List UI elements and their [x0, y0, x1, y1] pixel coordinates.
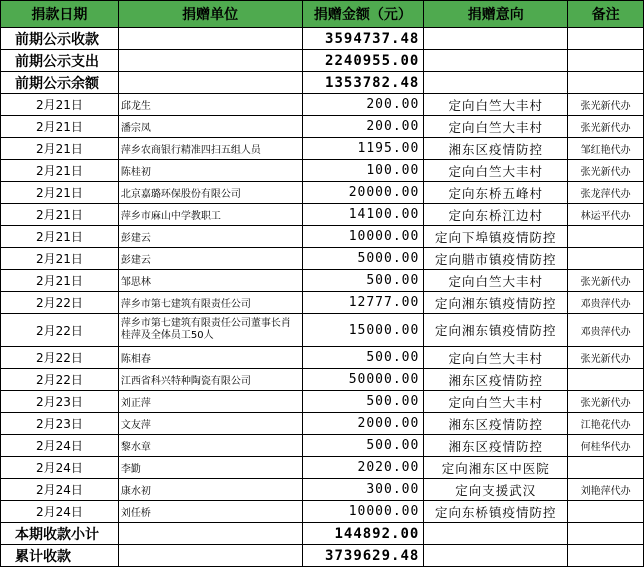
- note-cell: 张光新代办: [568, 160, 644, 182]
- amount-cell: 2020.00: [302, 457, 424, 479]
- note-cell: 邹红艳代办: [568, 138, 644, 160]
- unit-cell: 萍乡市麻山中学教职工: [118, 204, 302, 226]
- note-cell: [568, 457, 644, 479]
- summary-empty: [568, 545, 644, 567]
- table-row: [1, 226, 644, 248]
- table-row: [1, 369, 644, 391]
- summary-label: 前期公示支出: [1, 50, 119, 72]
- date-cell: 2月21日: [1, 182, 119, 204]
- amount-cell: 15000.00: [302, 314, 424, 347]
- note-cell: 何桂华代办: [568, 435, 644, 457]
- note-cell: 张光新代办: [568, 94, 644, 116]
- note-cell: 邓贵萍代办: [568, 292, 644, 314]
- date-cell: 2月21日: [1, 226, 119, 248]
- intent-cell: 定向湘东区中医院: [424, 457, 568, 479]
- note-cell: [568, 501, 644, 523]
- table-row: [1, 347, 644, 369]
- summary-row: [1, 72, 644, 94]
- table-row: [1, 314, 644, 347]
- note-cell: 张光新代办: [568, 391, 644, 413]
- unit-cell: 萍乡市第七建筑有限责任公司: [118, 292, 302, 314]
- amount-cell: 20000.00: [302, 182, 424, 204]
- amount-cell: 300.00: [302, 479, 424, 501]
- header-unit: 捐赠单位: [118, 1, 302, 28]
- summary-empty: [424, 50, 568, 72]
- unit-cell: 刘任桥: [118, 501, 302, 523]
- intent-cell: 定向东桥五峰村: [424, 182, 568, 204]
- summary-empty: [118, 72, 302, 94]
- summary-empty: [424, 523, 568, 545]
- unit-cell: 江西省科兴特种陶瓷有限公司: [118, 369, 302, 391]
- amount-cell: 100.00: [302, 160, 424, 182]
- date-cell: 2月23日: [1, 413, 119, 435]
- amount-cell: 500.00: [302, 391, 424, 413]
- date-cell: 2月21日: [1, 94, 119, 116]
- summary-empty: [568, 50, 644, 72]
- date-cell: 2月24日: [1, 457, 119, 479]
- summary-row: [1, 28, 644, 50]
- table-row: [1, 292, 644, 314]
- unit-cell: 潘宗凤: [118, 116, 302, 138]
- table-row: [1, 391, 644, 413]
- summary-empty: [568, 523, 644, 545]
- amount-cell: 14100.00: [302, 204, 424, 226]
- note-cell: [568, 369, 644, 391]
- unit-cell: 刘正萍: [118, 391, 302, 413]
- unit-cell: 萍乡市第七建筑有限责任公司董事长肖桂萍及全体员工50人: [118, 314, 302, 347]
- intent-cell: 定向支援武汉: [424, 479, 568, 501]
- date-cell: 2月24日: [1, 435, 119, 457]
- amount-cell: 500.00: [302, 270, 424, 292]
- summary-empty: [118, 28, 302, 50]
- unit-cell: 彭建云: [118, 226, 302, 248]
- date-cell: 2月22日: [1, 314, 119, 347]
- table-row: [1, 413, 644, 435]
- date-cell: 2月21日: [1, 138, 119, 160]
- amount-cell: 10000.00: [302, 226, 424, 248]
- summary-empty: [118, 545, 302, 567]
- date-cell: 2月23日: [1, 391, 119, 413]
- table-row: [1, 248, 644, 270]
- date-cell: 2月21日: [1, 160, 119, 182]
- amount-cell: 50000.00: [302, 369, 424, 391]
- note-cell: 林运平代办: [568, 204, 644, 226]
- summary-amount: 3594737.48: [302, 28, 424, 50]
- amount-cell: 12777.00: [302, 292, 424, 314]
- table-row: [1, 457, 644, 479]
- date-cell: 2月22日: [1, 292, 119, 314]
- table-row: [1, 160, 644, 182]
- unit-cell: 邱龙生: [118, 94, 302, 116]
- unit-cell: 邹思林: [118, 270, 302, 292]
- amount-cell: 200.00: [302, 94, 424, 116]
- table-row: [1, 182, 644, 204]
- intent-cell: 湘东区疫情防控: [424, 138, 568, 160]
- table-row: [1, 94, 644, 116]
- unit-cell: 陈桂初: [118, 160, 302, 182]
- unit-cell: 陈相春: [118, 347, 302, 369]
- summary-row: [1, 523, 644, 545]
- header-intent: 捐赠意向: [424, 1, 568, 28]
- intent-cell: 定向白竺大丰村: [424, 347, 568, 369]
- note-cell: 刘艳萍代办: [568, 479, 644, 501]
- summary-amount: 1353782.48: [302, 72, 424, 94]
- table-row: [1, 116, 644, 138]
- note-cell: 张龙萍代办: [568, 182, 644, 204]
- intent-cell: 定向白竺大丰村: [424, 160, 568, 182]
- table-body: [1, 28, 644, 567]
- amount-cell: 200.00: [302, 116, 424, 138]
- date-cell: 2月22日: [1, 369, 119, 391]
- note-cell: 邓贵萍代办: [568, 314, 644, 347]
- note-cell: [568, 248, 644, 270]
- header-row: [1, 1, 644, 28]
- intent-cell: 定向腊市镇疫情防控: [424, 248, 568, 270]
- summary-label: 本期收款小计: [1, 523, 119, 545]
- note-cell: 张光新代办: [568, 270, 644, 292]
- intent-cell: 湘东区疫情防控: [424, 413, 568, 435]
- date-cell: 2月24日: [1, 501, 119, 523]
- intent-cell: 定向下埠镇疫情防控: [424, 226, 568, 248]
- summary-amount: 3739629.48: [302, 545, 424, 567]
- intent-cell: 定向白竺大丰村: [424, 270, 568, 292]
- table-row: [1, 435, 644, 457]
- intent-cell: 定向白竺大丰村: [424, 116, 568, 138]
- summary-row: [1, 545, 644, 567]
- intent-cell: 定向东桥江边村: [424, 204, 568, 226]
- amount-cell: 5000.00: [302, 248, 424, 270]
- amount-cell: 1195.00: [302, 138, 424, 160]
- summary-amount: 2240955.00: [302, 50, 424, 72]
- intent-cell: 定向东桥镇疫情防控: [424, 501, 568, 523]
- intent-cell: 定向白竺大丰村: [424, 94, 568, 116]
- summary-empty: [424, 545, 568, 567]
- unit-cell: 康水初: [118, 479, 302, 501]
- unit-cell: 北京嘉璐环保股份有限公司: [118, 182, 302, 204]
- note-cell: 张光新代办: [568, 347, 644, 369]
- intent-cell: 定向湘东镇疫情防控: [424, 292, 568, 314]
- unit-cell: 文友萍: [118, 413, 302, 435]
- intent-cell: 湘东区疫情防控: [424, 369, 568, 391]
- summary-label: 累计收款: [1, 545, 119, 567]
- summary-empty: [424, 28, 568, 50]
- amount-cell: 10000.00: [302, 501, 424, 523]
- date-cell: 2月21日: [1, 116, 119, 138]
- table-row: [1, 270, 644, 292]
- unit-cell: 彭建云: [118, 248, 302, 270]
- date-cell: 2月21日: [1, 204, 119, 226]
- summary-amount: 144892.00: [302, 523, 424, 545]
- note-cell: 江艳花代办: [568, 413, 644, 435]
- amount-cell: 2000.00: [302, 413, 424, 435]
- summary-empty: [118, 523, 302, 545]
- summary-empty: [424, 72, 568, 94]
- date-cell: 2月24日: [1, 479, 119, 501]
- summary-row: [1, 50, 644, 72]
- table-row: [1, 479, 644, 501]
- amount-cell: 500.00: [302, 347, 424, 369]
- date-cell: 2月21日: [1, 248, 119, 270]
- table-row: [1, 138, 644, 160]
- intent-cell: 定向湘东镇疫情防控: [424, 314, 568, 347]
- header-note: 备注: [568, 1, 644, 28]
- unit-cell: 萍乡农商银行精准四扫五组人员: [118, 138, 302, 160]
- note-cell: 张光新代办: [568, 116, 644, 138]
- date-cell: 2月21日: [1, 270, 119, 292]
- header-date: 捐款日期: [1, 1, 119, 28]
- table-row: [1, 204, 644, 226]
- amount-cell: 500.00: [302, 435, 424, 457]
- intent-cell: 定向白竺大丰村: [424, 391, 568, 413]
- summary-empty: [568, 72, 644, 94]
- summary-empty: [568, 28, 644, 50]
- note-cell: [568, 226, 644, 248]
- summary-empty: [118, 50, 302, 72]
- intent-cell: 湘东区疫情防控: [424, 435, 568, 457]
- table-row: [1, 501, 644, 523]
- summary-label: 前期公示收款: [1, 28, 119, 50]
- header-amount: 捐赠金额（元）: [302, 1, 424, 28]
- unit-cell: 李勤: [118, 457, 302, 479]
- date-cell: 2月22日: [1, 347, 119, 369]
- unit-cell: 黎水章: [118, 435, 302, 457]
- summary-label: 前期公示余额: [1, 72, 119, 94]
